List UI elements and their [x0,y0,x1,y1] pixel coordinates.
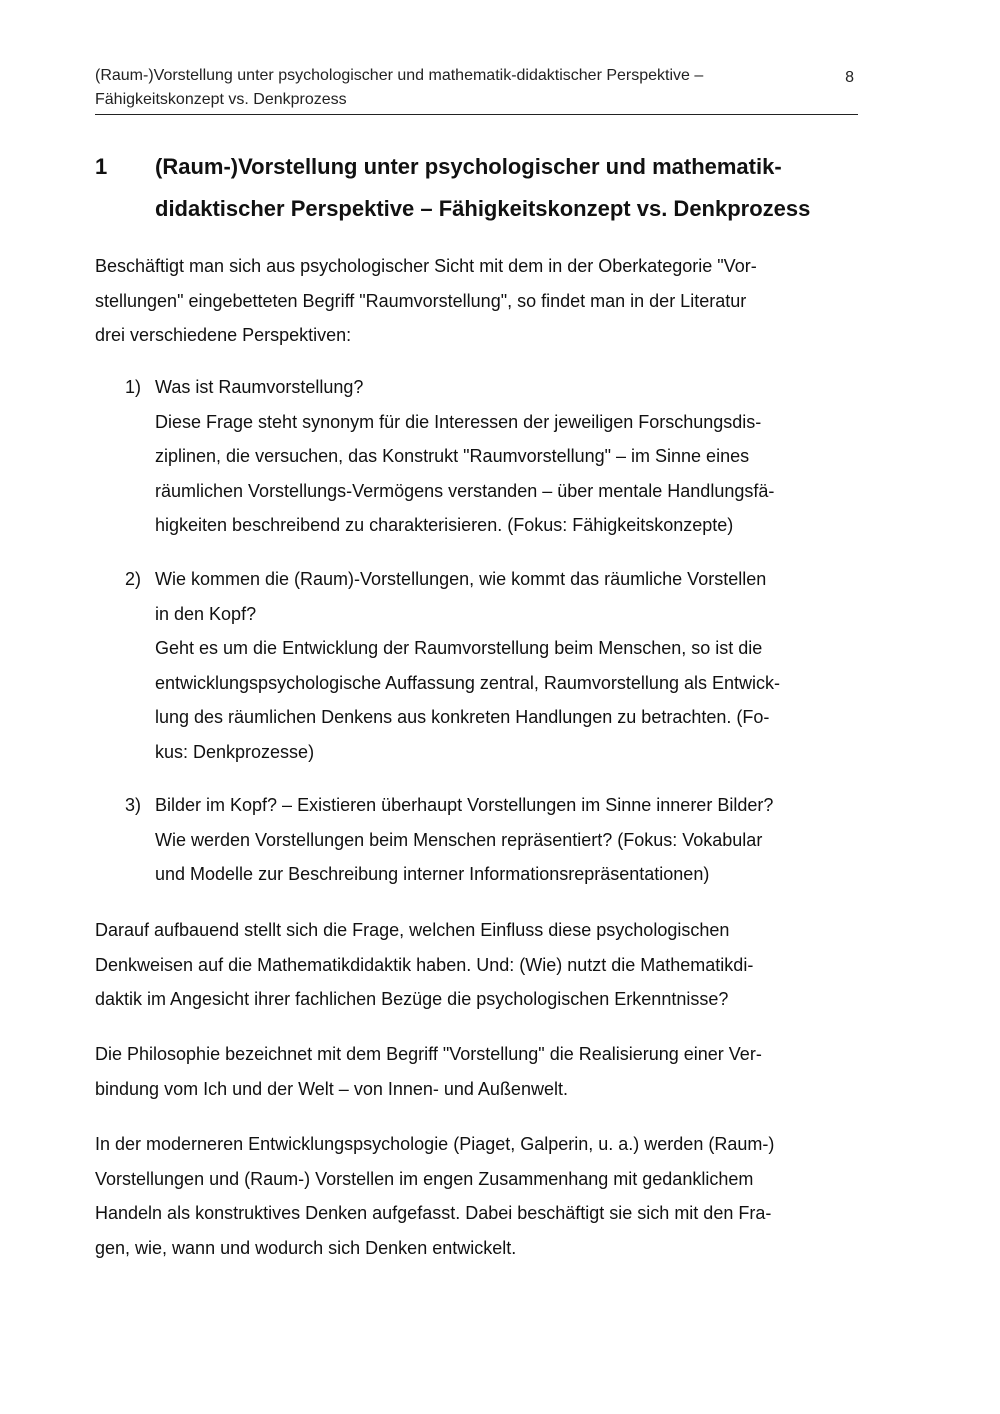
text-line: Denkweisen auf die Mathematikdidaktik haben. Und: (Wie) nutzt die Mathematikdi- [95,954,754,975]
body-paragraph [95,913,858,1017]
list-item-body [155,562,865,769]
text-line: lung des räumlichen Denkens aus konkreten Handlungen zu betrachten. (Fo- [155,707,770,727]
list-item-body [155,370,865,543]
text-line: gen, wie, wann und wodurch sich Denken entwickelt. [95,1237,517,1258]
intro-paragraph [95,249,858,353]
text-line: Geht es um die Entwicklung der Raumvorstellung beim Menschen, so ist die [155,638,763,658]
text-line: Handeln als konstruktives Denken aufgefasst. Dabei beschäftigt sie sich mit den Fra- [95,1203,772,1223]
running-title-line: (Raum-)Vorstellung unter psychologischer und mathematik-didaktischer Perspektive – [95,67,704,84]
section-title-line: didaktischer Perspektive – Fähigkeitskonzept vs. Denkprozess [155,196,811,221]
text-line: bindung vom Ich und der Welt – von Innen- und Außenwelt. [95,1078,568,1099]
page-header [95,64,858,115]
list-marker: 1) [125,377,142,397]
list-marker: 2) [125,569,142,589]
text-line: higkeiten beschreibend zu charakterisieren. (Fokus: Fähigkeitskonzepte) [155,515,734,535]
text-line: Beschäftigt man sich aus psychologischer Sicht mit dem in der Oberkategorie "Vor- [95,256,757,276]
running-title-line: Fähigkeitskonzept vs. Denkprozess [95,91,347,108]
text-line: Darauf aufbauend stellt sich die Frage, welchen Einfluss diese psychologischen [95,920,730,940]
body-paragraph [95,1127,858,1265]
text-line: Vorstellungen und (Raum-) Vorstellen im engen Zusammenhang mit gedanklichem [95,1168,754,1189]
list-item-body [155,788,865,892]
section-title-line: (Raum-)Vorstellung unter psychologischer und mathematik- [155,154,782,179]
section-title [155,146,875,230]
body-paragraph [95,1037,858,1106]
text-line: In der moderneren Entwicklungspsychologie (Piaget, Galperin, u. a.) werden (Raum-) [95,1134,775,1154]
text-line: drei verschiedene Perspektiven: [95,325,352,345]
section-number: 1 [95,154,108,179]
text-line: daktik im Angesicht ihrer fachlichen Bezüge die psychologischen Erkenntnisse? [95,989,729,1009]
page-number: 8 [845,69,854,86]
text-line: in den Kopf? [155,603,257,624]
text-line: entwicklungspsychologische Auffassung zentral, Raumvorstellung als Entwick- [155,672,780,693]
text-line: kus: Denkprozesse) [155,741,315,762]
text-line: ziplinen, die versuchen, das Konstrukt "Raumvorstellung" – im Sinne eines [155,446,750,466]
running-title [95,64,795,112]
text-line: Wie werden Vorstellungen beim Menschen repräsentiert? (Fokus: Vokabular [155,829,763,850]
text-line: und Modelle zur Beschreibung interner Informationsrepräsentationen) [155,864,710,884]
text-line: Die Philosophie bezeichnet mit dem Begriff "Vorstellung" die Realisierung einer Ver- [95,1044,762,1064]
text-line: Diese Frage steht synonym für die Interessen der jeweiligen Forschungsdis- [155,411,762,432]
list-marker: 3) [125,795,142,815]
text-line: Was ist Raumvorstellung? [155,377,364,397]
text-line: Wie kommen die (Raum)-Vorstellungen, wie kommt das räumliche Vorstellen [155,569,767,589]
text-line: stellungen" eingebetteten Begriff "Raumvorstellung", so findet man in der Literatur [95,290,747,311]
text-line: räumlichen Vorstellungs-Vermögens verstanden – über mentale Handlungsfä- [155,480,775,501]
text-line: Bilder im Kopf? – Existieren überhaupt Vorstellungen im Sinne innerer Bilder? [155,795,774,815]
